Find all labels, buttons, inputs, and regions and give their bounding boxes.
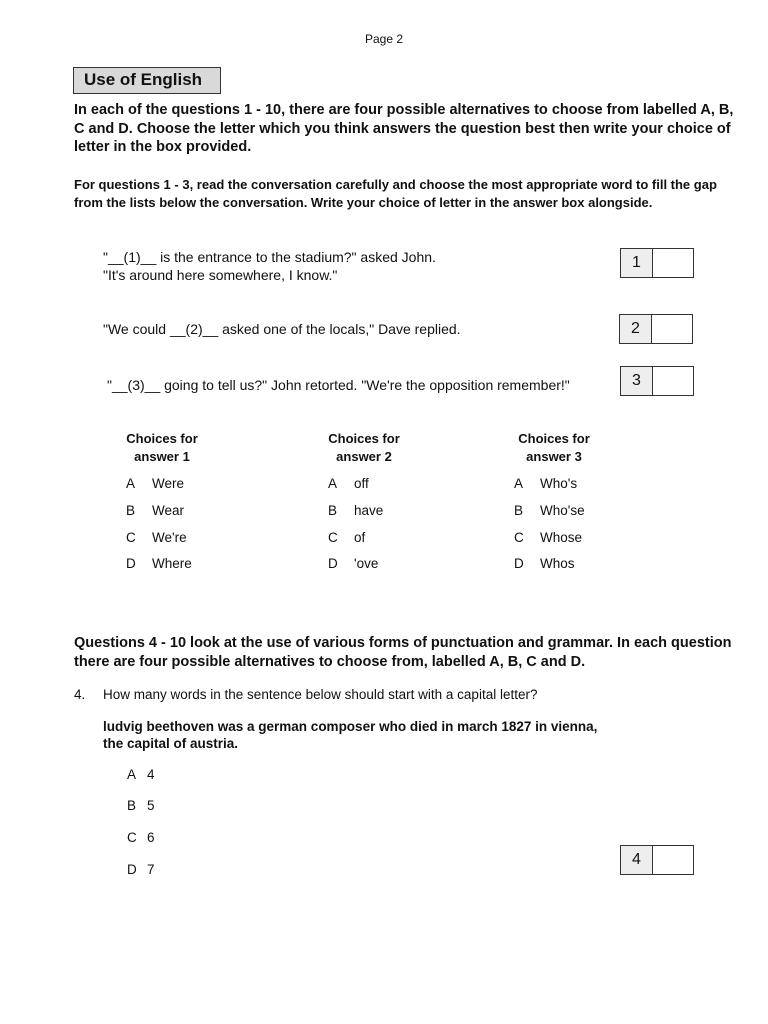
conversation-line-3: "__(3)__ going to tell us?" John retorted. "We're the opposition remember!" [107, 377, 570, 393]
choice-2a: A off [328, 476, 369, 491]
conversation-line-1 [103, 248, 436, 284]
choices-heading-line: answer 3 [526, 449, 582, 464]
choice-3d: D Whos [514, 556, 575, 571]
choice-3c: C Whose [514, 530, 583, 545]
question-4-prompt [74, 687, 537, 702]
question-4-option-a: A 4 [127, 767, 155, 782]
choices-heading-line: Choices for [126, 431, 198, 446]
sentence-line: the capital of austria. [103, 736, 239, 751]
question-number: 4. [74, 687, 86, 702]
choices-heading-line: answer 1 [134, 449, 190, 464]
choices-heading [499, 430, 609, 466]
general-instructions: In each of the questions 1 - 10, there are four possible alternatives to choose from labelled A, B, C and D. Choose the letter which you think answers the question best then write your choice of letter in the box provided. [74, 102, 734, 155]
answer-box-input[interactable] [652, 315, 692, 343]
answer-box-number: 1 [621, 249, 653, 277]
choices-heading-line: Choices for [328, 431, 400, 446]
choice-3a: A Who's [514, 476, 578, 491]
answer-box-1[interactable] [620, 248, 694, 278]
choices-heading [309, 430, 419, 466]
choice-1c: C We're [126, 530, 187, 545]
choices-column-1 [107, 430, 217, 466]
questions-1-3-instructions: For questions 1 - 3, read the conversation carefully and choose the most appropriate word to fill the gap from the lists below the conversation. Write your choice of letter in the answer box alongside. [74, 177, 717, 210]
answer-box-3[interactable] [620, 366, 694, 396]
choices-heading-line: Choices for [518, 431, 590, 446]
conversation-line-1a: "__(1)__ is the entrance to the stadium?" asked John. [103, 249, 436, 265]
question-4-option-d: D 7 [127, 862, 155, 877]
answer-box-number: 2 [620, 315, 652, 343]
answer-box-input[interactable] [653, 846, 693, 874]
choices-heading [107, 430, 217, 466]
sentence-line: ludvig beethoven was a german composer who died in march 1827 in vienna, [103, 719, 598, 734]
question-text: How many words in the sentence below should start with a capital letter? [103, 687, 538, 702]
question-4-option-c: C 6 [127, 830, 155, 845]
choice-2d: D 'ove [328, 556, 379, 571]
page-number: Page 2 [364, 32, 404, 46]
choice-1d: D Where [126, 556, 192, 571]
conversation-line-2: "We could __(2)__ asked one of the locals," Dave replied. [103, 321, 461, 337]
question-4-sentence [103, 718, 703, 752]
choice-2b: B have [328, 503, 384, 518]
answer-box-4[interactable] [620, 845, 694, 875]
questions-4-10-instructions: Questions 4 - 10 look at the use of various forms of punctuation and grammar. In each question there are four possible alternatives to choose from, labelled A, B, C and D. [74, 635, 732, 670]
choice-2c: C of [328, 530, 366, 545]
choice-3b: B Who'se [514, 503, 585, 518]
choice-1b: B Wear [126, 503, 185, 518]
answer-box-number: 4 [621, 846, 653, 874]
question-4-option-b: B 5 [127, 798, 155, 813]
choices-column-2 [309, 430, 419, 466]
section-title: Use of English [73, 67, 221, 94]
answer-box-input[interactable] [653, 249, 693, 277]
choices-heading-line: answer 2 [336, 449, 392, 464]
choice-1a: A Were [126, 476, 185, 491]
conversation-line-1b: "It's around here somewhere, I know." [103, 267, 338, 283]
answer-box-input[interactable] [653, 367, 693, 395]
answer-box-number: 3 [621, 367, 653, 395]
answer-box-2[interactable] [619, 314, 693, 344]
choices-column-3 [499, 430, 609, 466]
